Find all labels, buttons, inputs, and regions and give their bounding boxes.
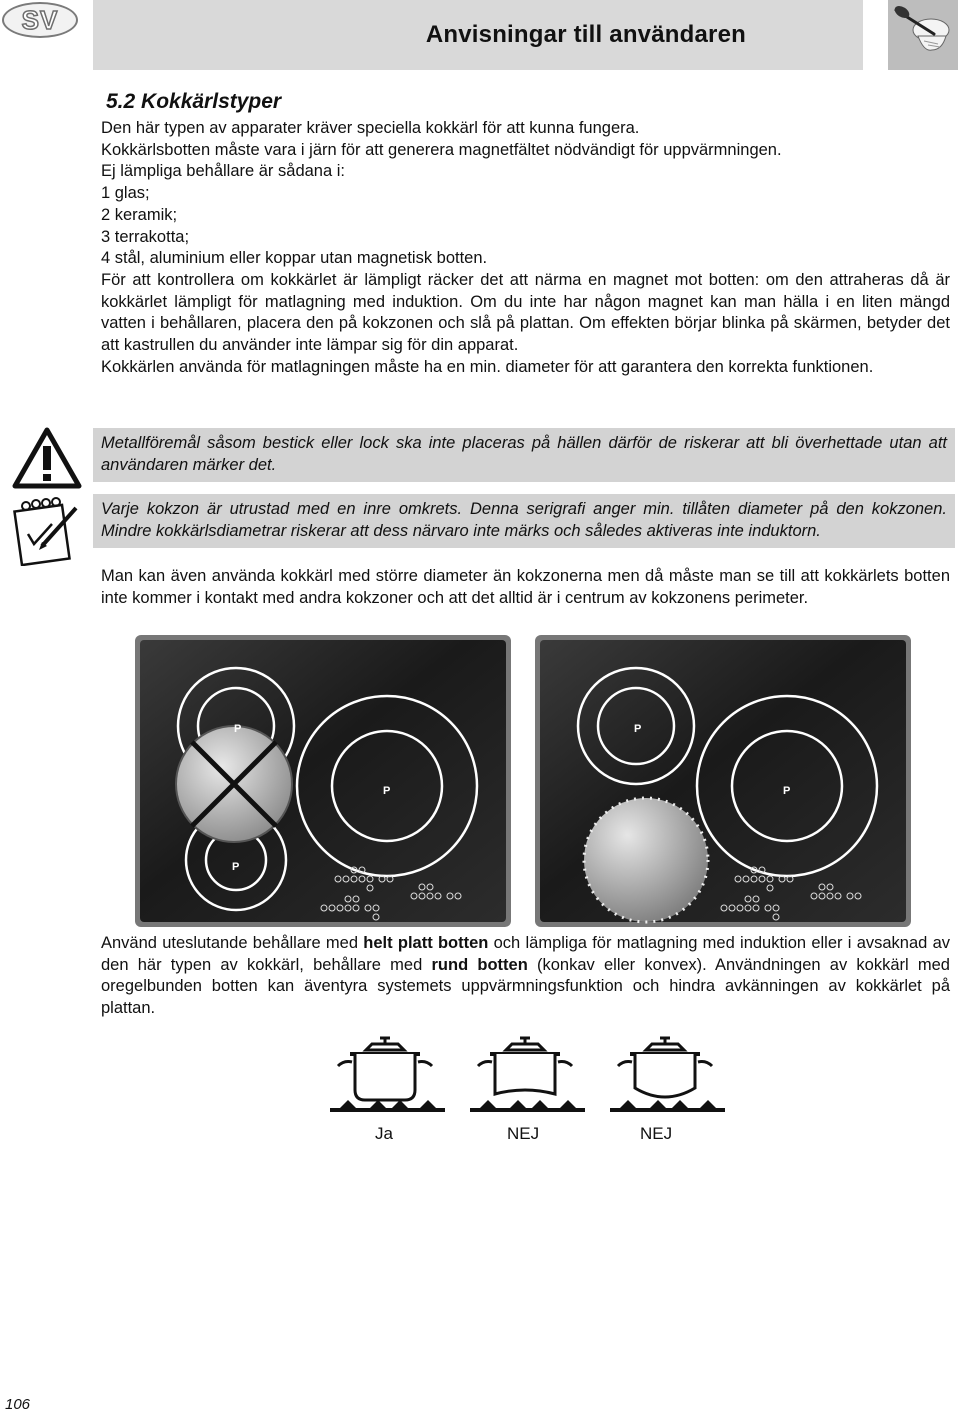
zone-label: P bbox=[232, 861, 240, 873]
larger-diameter-paragraph: Man kan även använda kokkärl med större diameter än kokzonerna men då måste man se till att kokkärlets botten inte kommer i kontakt med andra kokzoner och att det alltid är i centrum av kokzonens perimeter. bbox=[101, 567, 950, 607]
pots-illustration bbox=[330, 1030, 730, 1150]
list-item: 3 terrakotta; bbox=[101, 227, 190, 246]
intro-line: Kokkärlsbotten måste vara i järn för att generera magnetfältet nödvändigt för uppvärmningen. bbox=[101, 140, 782, 159]
section-title: 5.2 Kokkärlstyper bbox=[106, 90, 282, 113]
pot-label-no: NEJ bbox=[507, 1124, 540, 1143]
hob-correct-illustration bbox=[534, 634, 912, 928]
pot-label-yes: Ja bbox=[375, 1124, 393, 1143]
hob-incorrect-illustration bbox=[134, 634, 512, 928]
diameter-paragraph: Kokkärlen använda för matlagningen måste ha en min. diameter för att garantera den korrekta funktionen. bbox=[101, 357, 874, 376]
warning-note: Metallföremål såsom bestick eller lock ska inte placeras på hällen därför de riskerar att bli överhettade utan att användaren märker det. bbox=[93, 428, 955, 482]
pot-convex bbox=[618, 1038, 712, 1097]
zone-label: P bbox=[634, 723, 642, 735]
pot-flat bbox=[338, 1038, 432, 1100]
chef-logo bbox=[888, 0, 958, 70]
page-header-title: Anvisningar till användaren bbox=[425, 21, 746, 48]
notepad-icon bbox=[12, 494, 84, 566]
warning-icon bbox=[12, 427, 82, 489]
info-note: Varje kokzon är utrustad med en inre omkrets. Denna serigrafi anger min. tillåten diameter på den kokzonen. Mindre kokkärlsdiametrar riskerar att dess närvaro inte märks och således aktiveras inte induktorn. bbox=[93, 494, 955, 548]
zone-label: P bbox=[234, 723, 242, 735]
text-run: (konkav eller konvex). Användningen av kokkärl med oregelbunden botten kan äventyra systemets uppvärmningsfunktion och hindra avkänningen av kokkärlet på plattan. bbox=[101, 955, 950, 1018]
bold-run: rund botten bbox=[431, 955, 528, 974]
list-item: 2 keramik; bbox=[101, 205, 178, 224]
bold-run: helt platt botten bbox=[363, 934, 489, 952]
zone-label: P bbox=[383, 785, 391, 797]
list-item: 1 glas; bbox=[101, 184, 150, 203]
pot-concave bbox=[478, 1038, 572, 1094]
text-run: och lämpliga för matlagning med induktion eller i avsaknad av den här typen av kokkärl, behållare med bbox=[101, 934, 951, 974]
zone-label: P bbox=[783, 785, 791, 797]
magnet-test-paragraph: För att kontrollera om kokkärlet är lämpligt räcker det att närma en magnet mot botten: om den attraheras då är kokkärlet lämpligt för matlagning med induktion. Om du inte har någon magnet kan man hälla i en liten mängd vatten i behållaren, placera den på kokzonen och slå på plattan. Om effekten börjar blinka på skärmen, betyder det att kastrullen du använder inte lämpar sig för din apparat. bbox=[101, 270, 950, 355]
text-run: Använd uteslutande behållare med bbox=[101, 934, 364, 952]
intro-line: Den här typen av apparater kräver speciella kokkärl för att kunna fungera. bbox=[101, 119, 640, 137]
intro-text bbox=[101, 118, 950, 378]
pot-label-no: NEJ bbox=[640, 1124, 673, 1143]
intro-line: Ej lämpliga behållare är sådana i: bbox=[101, 162, 345, 181]
chef-hat-icon bbox=[888, 0, 958, 70]
language-badge: SV bbox=[2, 2, 78, 38]
page-number: 106 bbox=[5, 1396, 31, 1413]
flat-bottom-paragraph bbox=[101, 933, 950, 1020]
list-item: 4 stål, aluminium eller koppar utan magnetisk botten. bbox=[101, 249, 488, 268]
